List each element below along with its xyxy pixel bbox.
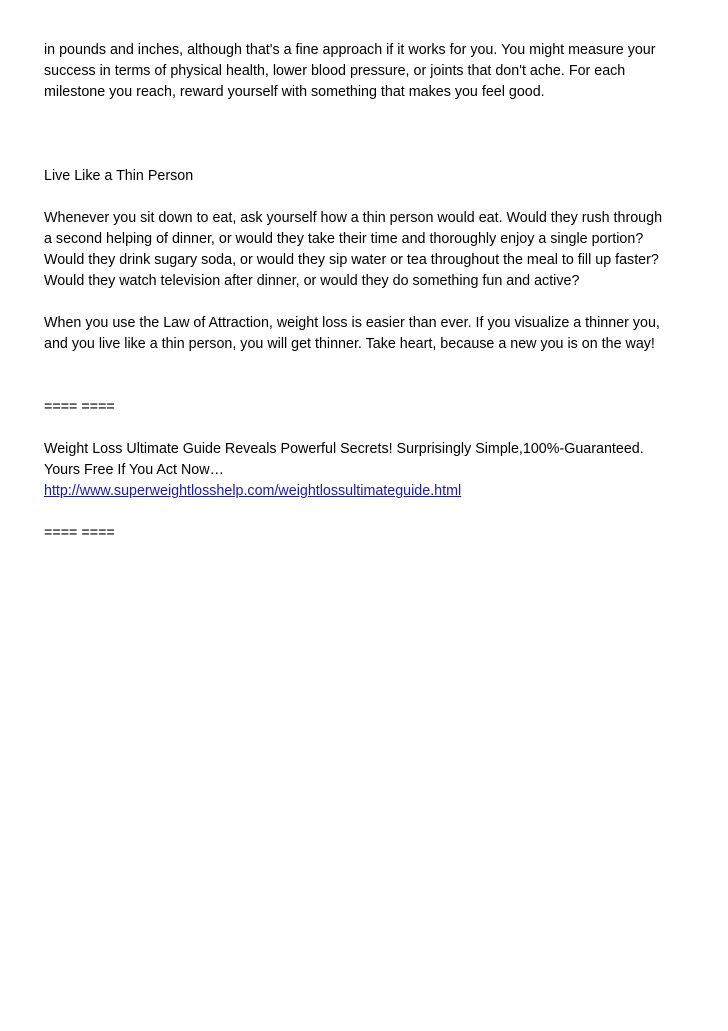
section-heading: Live Like a Thin Person [44,168,194,184]
spacer [44,292,694,313]
section-paragraph-2 [44,313,694,355]
spacer [44,418,694,439]
promo-line: Weight Loss Ultimate Guide Reveals Powerful Secrets! Surprisingly Simple,100%-Guaranteed. [44,441,644,457]
intro-line: milestone you reach, reward yourself with something that makes you feel good. [44,84,545,100]
spacer [44,187,694,208]
intro-paragraph [44,40,694,103]
intro-line: in pounds and inches, although that's a fine approach if it works for you. You might measure your [44,42,656,58]
paragraph-line: When you use the Law of Attraction, weight loss is easier than ever. If you visualize a thinner you, [44,315,660,331]
section-paragraph-1 [44,208,694,292]
promo-link-row [44,481,694,502]
paragraph-line: Would they drink sugary soda, or would they sip water or tea throughout the meal to fill up faster? [44,252,659,268]
paragraph-line: Would they watch television after dinner, or would they do something fun and active? [44,273,580,289]
paragraph-line: a second helping of dinner, or would they take their time and thoroughly enjoy a single portion? [44,231,644,247]
promo-block [44,439,694,502]
spacer [44,502,694,523]
document-page [44,40,694,544]
promo-line: Yours Free If You Act Now… [44,462,224,478]
spacer [44,355,694,397]
intro-line: success in terms of physical health, lower blood pressure, or joints that don't ache. For each [44,63,626,79]
paragraph-line: Whenever you sit down to eat, ask yourself how a thin person would eat. Would they rush through [44,210,663,226]
separator-top: ==== ==== [44,399,115,415]
spacer [44,103,694,166]
guide-link[interactable]: http://www.superweightlosshelp.com/weightlossultimateguide.html [44,483,462,499]
paragraph-line: and you live like a thin person, you will get thinner. Take heart, because a new you is on the way! [44,336,655,352]
separator-bottom: ==== ==== [44,525,115,541]
